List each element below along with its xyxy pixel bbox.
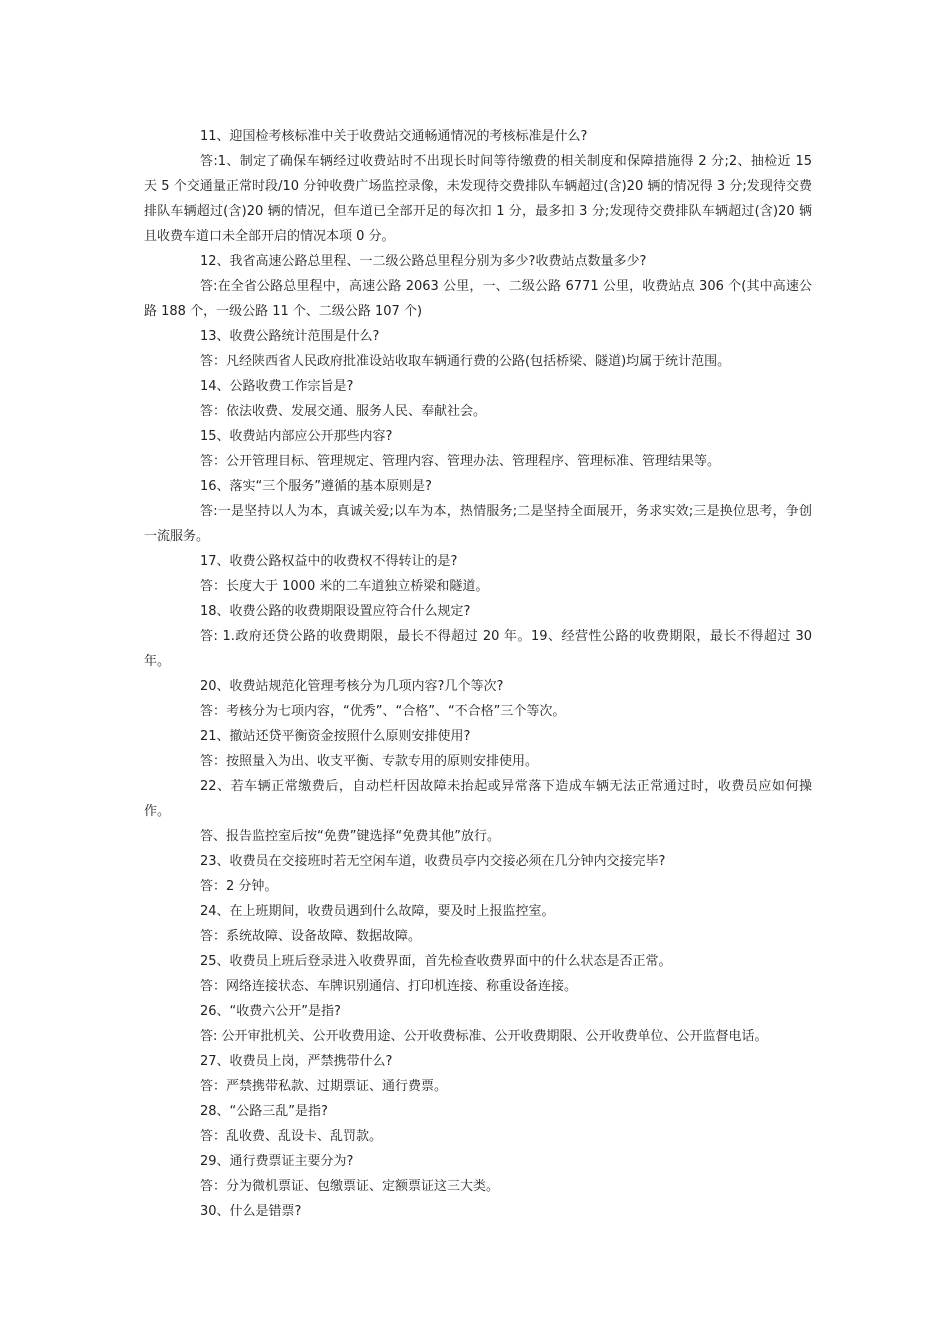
answer-11: 答:1、制定了确保车辆经过收费站时不出现长时间等待缴费的相关制度和保障措施得 2 分;2、抽检近 15 天 5 个交通量正常时段/10 分钟收费广场监控录像，未发现待交费排队车辆超过(含)20 辆的情况得 3 分;发现待交费排队车辆超过(含)20 辆的情况，但车道已全部开足的每次扣 1 分，最多扣 3 分;发现待交费排队车辆超过(含)20 辆且收费车道口未全部开启的情况本项 0 分。 bbox=[144, 154, 812, 244]
answer-12: 答:在全省公路总里程中，高速公路 2063 公里，一、二级公路 6771 公里，收费站点 306 个(其中高速公路 188 个，一级公路 11 个、二级公路 107 个) bbox=[144, 279, 812, 319]
answer-22: 答、报告监控室后按“免费”键选择“免费其他”放行。 bbox=[200, 829, 500, 844]
question-13: 13、收费公路统计范围是什么? bbox=[200, 329, 380, 344]
question-12: 12、我省高速公路总里程、一二级公路总里程分别为多少?收费站点数量多少? bbox=[200, 254, 647, 269]
question-29: 29、通行费票证主要分为? bbox=[200, 1154, 354, 1169]
answer-18: 答: 1.政府还贷公路的收费期限，最长不得超过 20 年。19、经营性公路的收费期限，最长不得超过 30 年。 bbox=[144, 629, 812, 669]
answer-25: 答：网络连接状态、车牌识别通信、打印机连接、称重设备连接。 bbox=[200, 979, 578, 994]
answer-26: 答: 公开审批机关、公开收费用途、公开收费标准、公开收费期限、公开收费单位、公开监督电话。 bbox=[200, 1029, 768, 1044]
question-30: 30、什么是错票? bbox=[200, 1204, 302, 1219]
question-14: 14、公路收费工作宗旨是? bbox=[200, 379, 354, 394]
question-28: 28、“公路三乱”是指? bbox=[200, 1104, 328, 1119]
question-23: 23、收费员在交接班时若无空闲车道，收费员亭内交接必须在几分钟内交接完毕? bbox=[200, 854, 666, 869]
answer-24: 答：系统故障、设备故障、数据故障。 bbox=[200, 929, 422, 944]
question-21: 21、撤站还贷平衡资金按照什么原则安排使用? bbox=[200, 729, 471, 744]
question-26: 26、“收费六公开”是指? bbox=[200, 1004, 341, 1019]
answer-20: 答：考核分为七项内容，“优秀”、“合格”、“不合格”三个等次。 bbox=[200, 704, 566, 719]
question-16: 16、落实“三个服务”遵循的基本原则是? bbox=[200, 479, 432, 494]
question-20: 20、收费站规范化管理考核分为几项内容?几个等次? bbox=[200, 679, 504, 694]
answer-28: 答：乱收费、乱设卡、乱罚款。 bbox=[200, 1129, 383, 1144]
answer-29: 答：分为微机票证、包缴票证、定额票证这三大类。 bbox=[200, 1179, 500, 1194]
question-22: 22、若车辆正常缴费后，自动栏杆因故障未抬起或异常落下造成车辆无法正常通过时，收费员应如何操作。 bbox=[144, 779, 812, 819]
answer-13: 答：凡经陕西省人民政府批准设站收取车辆通行费的公路(包括桥梁、隧道)均属于统计范围。 bbox=[200, 354, 731, 369]
answer-21: 答：按照量入为出、收支平衡、专款专用的原则安排使用。 bbox=[200, 754, 539, 769]
question-17: 17、收费公路权益中的收费权不得转让的是? bbox=[200, 554, 458, 569]
question-25: 25、收费员上班后登录进入收费界面，首先检查收费界面中的什么状态是否正常。 bbox=[200, 954, 672, 969]
question-11: 11、迎国检考核标准中关于收费站交通畅通情况的考核标准是什么? bbox=[200, 129, 588, 144]
answer-23: 答：2 分钟。 bbox=[200, 879, 278, 894]
document-page bbox=[144, 124, 812, 1224]
question-24: 24、在上班期间，收费员遇到什么故障，要及时上报监控室。 bbox=[200, 904, 555, 919]
answer-14: 答：依法收费、发展交通、服务人民、奉献社会。 bbox=[200, 404, 487, 419]
answer-27: 答：严禁携带私款、过期票证、通行费票。 bbox=[200, 1079, 448, 1094]
answer-17: 答：长度大于 1000 米的二车道独立桥梁和隧道。 bbox=[200, 579, 489, 594]
question-18: 18、收费公路的收费期限设置应符合什么规定? bbox=[200, 604, 471, 619]
question-27: 27、收费员上岗，严禁携带什么? bbox=[200, 1054, 393, 1069]
answer-16: 答:一是坚持以人为本，真诚关爱;以车为本，热情服务;二是坚持全面展开，务求实效;三是换位思考，争创一流服务。 bbox=[144, 504, 812, 544]
question-15: 15、收费站内部应公开那些内容? bbox=[200, 429, 393, 444]
answer-15: 答：公开管理目标、管理规定、管理内容、管理办法、管理程序、管理标准、管理结果等。 bbox=[200, 454, 721, 469]
